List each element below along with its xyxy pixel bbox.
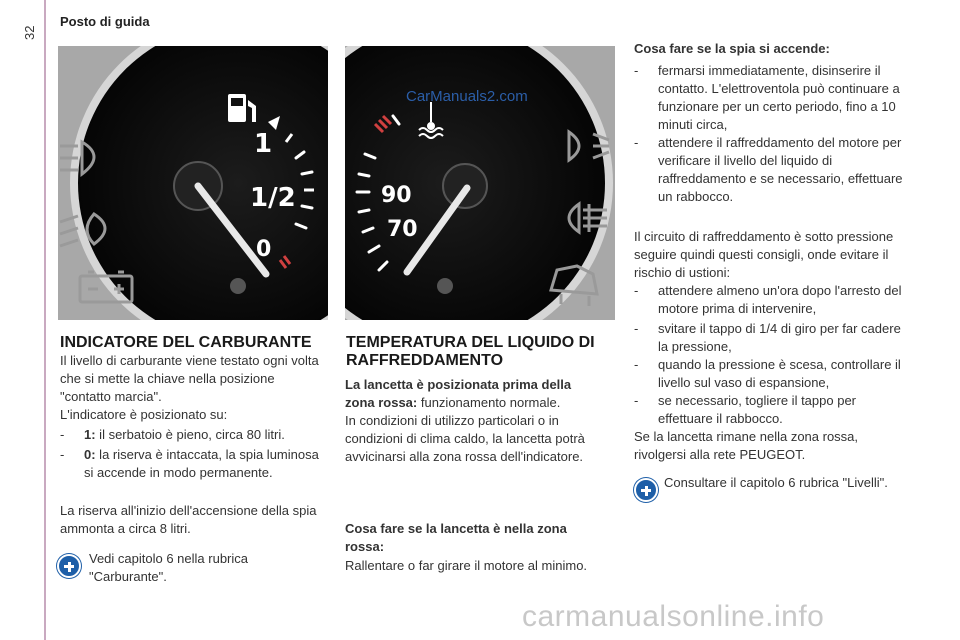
fuel-label-half: 1/2 — [250, 183, 296, 213]
watermark-top: CarManuals2.com — [406, 88, 528, 105]
watermark-bottom: carmanualsonline.info — [522, 600, 825, 633]
pressure-text: Il circuito di raffreddamento è sotto pressione seguire quindi questi consigli, onde evitare il rischio di ustioni: — [634, 229, 894, 280]
temp-label-90: 90 — [381, 183, 412, 208]
lamp-item-stop: - fermarsi immediatamente, disinserire il contatto. L'elettroventola può continuare a funzionare per un certo periodo, fino a 10 minuti circa, — [634, 63, 900, 132]
fuel-knob — [230, 278, 246, 294]
fuel-item-full: - 1: il serbatoio è pieno, circa 80 litri. — [60, 427, 285, 442]
lamp-item-wait: - attendere il raffreddamento del motore per verificare il livello del liquido di raffreddamento e se necessario, effettuare un rabbocco. — [634, 135, 903, 204]
fuel-label-full: 1 — [254, 129, 273, 159]
page-margin-bar — [44, 0, 46, 640]
lamp-heading: Cosa fare se la spia si accende: — [634, 41, 830, 56]
levels-note: Consultare il capitolo 6 rubrica "Livelli". — [664, 475, 888, 490]
temp-heading: TEMPERATURA DEL LIQUIDO DI RAFFREDDAMENTO — [346, 334, 595, 369]
info-plus-icon-right — [634, 478, 658, 502]
temp-label-70: 70 — [387, 217, 418, 242]
pressure-item-unscrew: - svitare il tappo di 1/4 di giro per far cadere la pressione, — [634, 321, 901, 354]
fuel-intro: Il livello di carburante viene testato ogni volta che si mette la chiave nella posizione "contatto marcia". — [60, 353, 319, 404]
fuel-heading: INDICATORE DEL CARBURANTE — [60, 334, 312, 351]
pressure-item-wait: - attendere almeno un'ora dopo l'arresto del motore prima di intervenire, — [634, 283, 902, 316]
fuel-label-empty: 0 — [256, 237, 272, 262]
fuel-item-empty: - 0: la riserva è intaccata, la spia luminosa si accende in modo permanente. — [60, 447, 319, 480]
pressure-item-check: - quando la pressione è scesa, controllare il livello sul vaso di espansione, — [634, 357, 901, 390]
fuel-position-text: L'indicatore è posizionato su: — [60, 407, 228, 422]
temp-knob — [437, 278, 453, 294]
pressure-item-refill: - se necessario, togliere il tappo per effettuare il rabbocco. — [634, 393, 857, 426]
temp-red-heading: Cosa fare se la lancetta è nella zona rossa: — [345, 521, 567, 554]
page-number: 32 — [22, 25, 37, 40]
info-plus-icon — [57, 554, 81, 578]
temp-normal: La lancetta è posizionata prima della zona rossa: funzionamento normale. — [345, 377, 572, 410]
temp-red-text: Rallentare o far girare il motore al minimo. — [345, 558, 588, 573]
temp-conditions: In condizioni di utilizzo particolari o in condizioni di clima caldo, la lancetta potrà avvicinarsi alla zona rossa dell'indicatore. — [345, 413, 585, 464]
red-zone-text: Se la lancetta rimane nella zona rossa, rivolgersi alla rete PEUGEOT. — [634, 429, 859, 462]
fuel-reserve: La riserva all'inizio dell'accensione della spia ammonta a circa 8 litri. — [60, 503, 317, 536]
fuel-gauge-image — [58, 46, 328, 320]
fuel-note: Vedi capitolo 6 nella rubrica "Carburante". — [89, 551, 248, 584]
section-title: Posto di guida — [60, 14, 150, 29]
